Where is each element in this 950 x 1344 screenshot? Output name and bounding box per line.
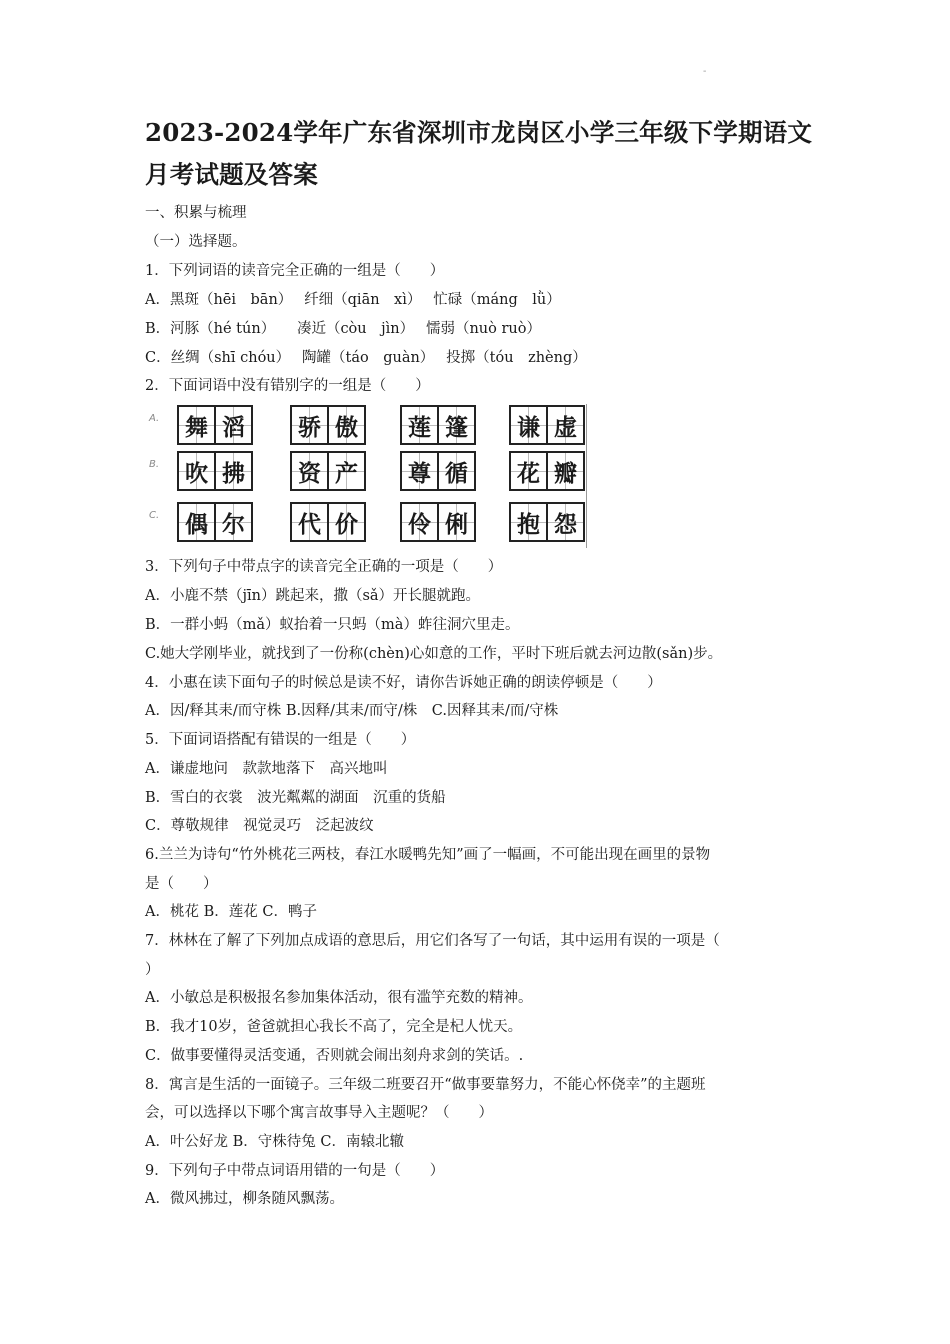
char-cell: 莲 bbox=[402, 407, 437, 443]
char-cell: 尔 bbox=[214, 504, 251, 540]
char-cell: 代 bbox=[292, 504, 327, 540]
word-box bbox=[400, 451, 476, 491]
q3-stem: 3．下列句子中带点字的读音完全正确的一项是（ ） bbox=[145, 559, 503, 575]
char-cell: 怨 bbox=[546, 504, 583, 540]
q6-stem-line2: 是（ ） bbox=[145, 876, 218, 892]
q2-row-a bbox=[145, 401, 595, 445]
q6-options: A．桃花 B．莲花 C．鸭子 bbox=[145, 904, 317, 920]
char-cell: 滔 bbox=[214, 407, 251, 443]
char-cell: 花 bbox=[511, 453, 546, 489]
q3-option-a: A．小鹿不禁（jīn）跳起来，撒（sǎ）开长腿就跑。 bbox=[145, 588, 481, 604]
char-cell: 谦 bbox=[511, 407, 546, 443]
q3-option-b: B．一群小蚂（mǎ）蚁抬着一只蚂（mà）蚱往洞穴里走。 bbox=[145, 617, 520, 633]
word-box bbox=[177, 405, 253, 445]
q6-stem-line1: 6.兰兰为诗句“竹外桃花三两枝，春江水暖鸭先知”画了一幅画，不可能出现在画里的景物 bbox=[145, 847, 711, 863]
word-box bbox=[509, 451, 585, 491]
char-cell: 骄 bbox=[292, 407, 327, 443]
q2-row-c bbox=[145, 498, 595, 542]
char-cell: 尊 bbox=[402, 453, 437, 489]
word-box bbox=[400, 502, 476, 542]
q2-stem: 2．下面词语中没有错别字的一组是（ ） bbox=[145, 378, 430, 394]
char-cell: 篷 bbox=[437, 407, 474, 443]
char-cell: 俐 bbox=[437, 504, 474, 540]
q7-option-b: B．我才10岁，爸爸就担心我长不高了，完全是杞人忧天。 bbox=[145, 1019, 523, 1035]
q7-option-a: A．小敏总是积极报名参加集体活动，很有滥竽充数的精神。 bbox=[145, 990, 533, 1006]
q8-stem-line1: 8．寓言是生活的一面镜子。三年级二班要召开“做事要靠努力，不能心怀侥幸”的主题班 bbox=[145, 1077, 706, 1093]
char-cell: 傲 bbox=[327, 407, 364, 443]
q1-option-b: B．河豚（hé tún） 凑近（còu jìn） 懦弱（nuò ruò） bbox=[145, 321, 541, 337]
char-cell: 瓣 bbox=[546, 453, 583, 489]
char-cell: 拂 bbox=[214, 453, 251, 489]
word-box bbox=[509, 405, 585, 445]
q3-option-c: C.她大学刚毕业，就找到了一份称(chèn)心如意的工作，平时下班后就去河边散(sǎn)步。 bbox=[145, 646, 723, 662]
q7-option-c: C．做事要懂得灵活变通，否则就会闹出刻舟求剑的笑话。. bbox=[145, 1048, 524, 1064]
char-cell: 舞 bbox=[179, 407, 214, 443]
q7-stem-line2: ） bbox=[145, 962, 160, 978]
q5-option-a: A．谦虚地问 款款地落下 高兴地叫 bbox=[145, 761, 388, 777]
row-label: C. bbox=[149, 510, 160, 521]
char-cell: 资 bbox=[292, 453, 327, 489]
word-box bbox=[177, 502, 253, 542]
char-cell: 吹 bbox=[179, 453, 214, 489]
row-label: A. bbox=[149, 413, 160, 424]
word-box bbox=[177, 451, 253, 491]
subsection-heading: （一）选择题。 bbox=[145, 234, 247, 250]
q2-row-b bbox=[145, 447, 595, 491]
char-cell: 产 bbox=[327, 453, 364, 489]
q7-stem-line1: 7．林林在了解了下列加点成语的意思后，用它们各写了一句话，其中运用有误的一项是（ bbox=[145, 933, 720, 949]
page-mark: - bbox=[703, 66, 707, 77]
char-cell: 虚 bbox=[546, 407, 583, 443]
q5-option-c: C．尊敬规律 视觉灵巧 泛起波纹 bbox=[145, 818, 374, 834]
row-label: B. bbox=[149, 459, 160, 470]
page-title: 2023-2024学年广东省深圳市龙岗区小学三年级下学期语文月考试题及答案 bbox=[145, 118, 813, 189]
q5-option-b: B．雪白的衣裳 波光粼粼的湖面 沉重的货船 bbox=[145, 790, 446, 806]
q8-stem-line2: 会，可以选择以下哪个寓言故事导入主题呢？（ ） bbox=[145, 1105, 493, 1121]
q5-stem: 5．下面词语搭配有错误的一组是（ ） bbox=[145, 732, 416, 748]
char-cell: 伶 bbox=[402, 504, 437, 540]
q1-stem: 1．下列词语的读音完全正确的一组是（ ） bbox=[145, 263, 445, 279]
char-cell: 循 bbox=[437, 453, 474, 489]
q9-option-a: A．微风拂过，柳条随风飘荡。 bbox=[145, 1191, 344, 1207]
q1-option-a: A．黑斑（hēi bān） 纤细（qiān xì） 忙碌（máng lǜ） bbox=[145, 292, 561, 308]
word-box bbox=[290, 451, 366, 491]
char-cell: 价 bbox=[327, 504, 364, 540]
q4-options: A．因/释其耒/而守株 B.因释/其耒/而守/株 C.因释其耒/而/守株 bbox=[145, 703, 559, 719]
word-box bbox=[290, 405, 366, 445]
word-box bbox=[400, 405, 476, 445]
q4-stem: 4．小惠在读下面句子的时候总是读不好，请你告诉她正确的朗读停顿是（ ） bbox=[145, 675, 662, 691]
section-heading: 一、积累与梳理 bbox=[145, 205, 247, 221]
q8-options: A．叶公好龙 B．守株待兔 C．南辕北辙 bbox=[145, 1134, 404, 1150]
q9-stem: 9．下列句子中带点词语用错的一句是（ ） bbox=[145, 1163, 445, 1179]
char-cell: 抱 bbox=[511, 504, 546, 540]
word-box bbox=[290, 502, 366, 542]
q1-option-c: C．丝绸（shī chóu） 陶罐（táo guàn） 投掷（tóu zhèng） bbox=[145, 350, 587, 366]
char-cell: 偶 bbox=[179, 504, 214, 540]
word-box bbox=[509, 502, 585, 542]
